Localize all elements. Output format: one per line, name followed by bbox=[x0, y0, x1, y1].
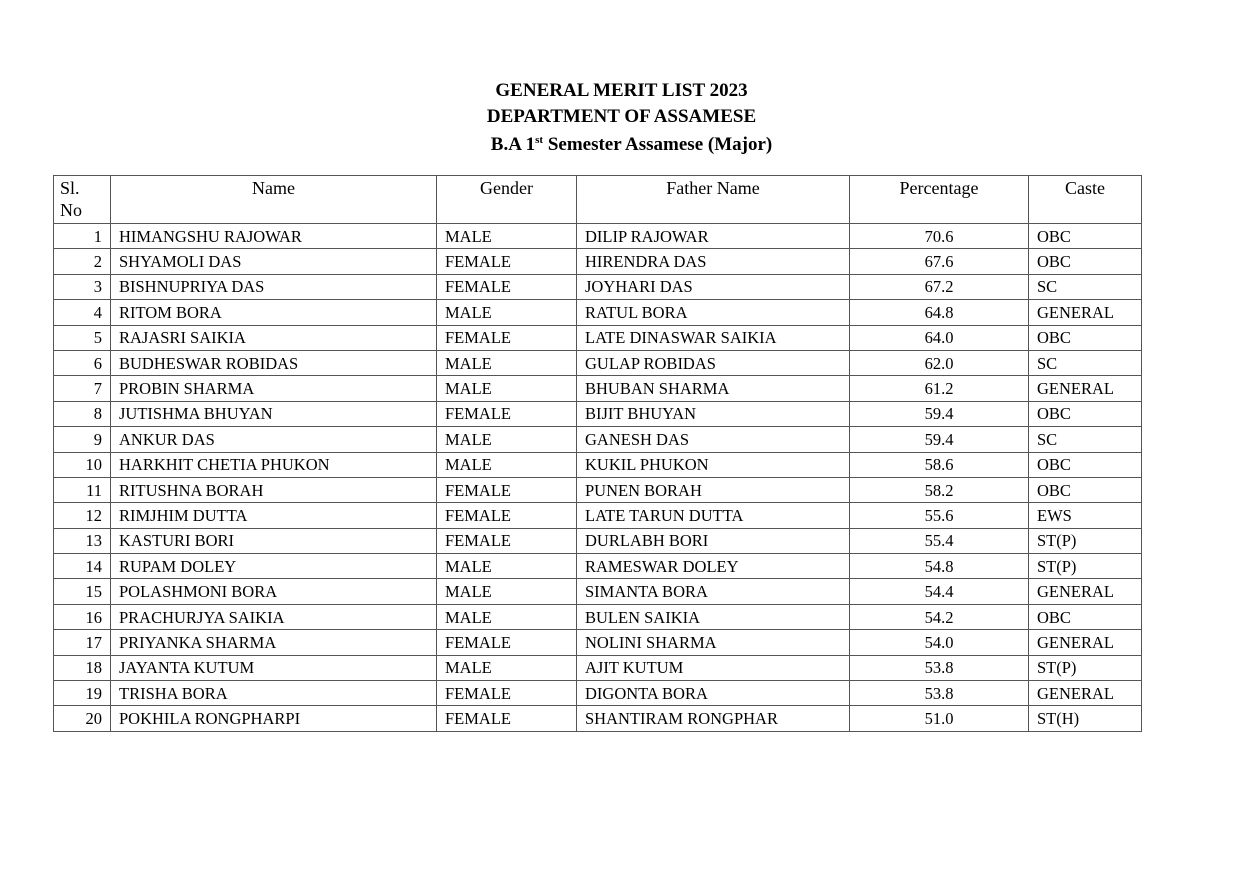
cell-name: SHYAMOLI DAS bbox=[111, 249, 437, 274]
cell-gender: FEMALE bbox=[437, 249, 577, 274]
course-title-superscript: st bbox=[535, 134, 544, 146]
cell-sl-no: 5 bbox=[54, 325, 111, 350]
table-row bbox=[54, 528, 1142, 553]
column-header-percentage: Percentage bbox=[850, 176, 1029, 224]
cell-sl-no: 16 bbox=[54, 604, 111, 629]
merit-list-table bbox=[53, 175, 1142, 732]
cell-percentage: 59.4 bbox=[850, 427, 1029, 452]
cell-gender: MALE bbox=[437, 554, 577, 579]
cell-name: ANKUR DAS bbox=[111, 427, 437, 452]
cell-caste: EWS bbox=[1029, 503, 1142, 528]
cell-gender: FEMALE bbox=[437, 477, 577, 502]
cell-sl-no: 18 bbox=[54, 655, 111, 680]
cell-sl-no: 19 bbox=[54, 681, 111, 706]
table-row bbox=[54, 604, 1142, 629]
cell-percentage: 55.4 bbox=[850, 528, 1029, 553]
cell-percentage: 51.0 bbox=[850, 706, 1029, 731]
table-row bbox=[54, 452, 1142, 477]
cell-percentage: 58.2 bbox=[850, 477, 1029, 502]
table-row bbox=[54, 477, 1142, 502]
cell-percentage: 59.4 bbox=[850, 401, 1029, 426]
cell-gender: FEMALE bbox=[437, 706, 577, 731]
cell-caste: SC bbox=[1029, 274, 1142, 299]
cell-percentage: 61.2 bbox=[850, 376, 1029, 401]
cell-sl-no: 7 bbox=[54, 376, 111, 401]
cell-percentage: 53.8 bbox=[850, 681, 1029, 706]
cell-sl-no: 13 bbox=[54, 528, 111, 553]
cell-name: PRIYANKA SHARMA bbox=[111, 630, 437, 655]
cell-sl-no: 6 bbox=[54, 350, 111, 375]
cell-percentage: 67.2 bbox=[850, 274, 1029, 299]
cell-percentage: 64.0 bbox=[850, 325, 1029, 350]
cell-gender: MALE bbox=[437, 224, 577, 249]
table-row bbox=[54, 655, 1142, 680]
cell-gender: FEMALE bbox=[437, 630, 577, 655]
cell-caste: ST(P) bbox=[1029, 528, 1142, 553]
cell-caste: SC bbox=[1029, 350, 1142, 375]
cell-gender: FEMALE bbox=[437, 401, 577, 426]
cell-caste: GENERAL bbox=[1029, 579, 1142, 604]
cell-caste: OBC bbox=[1029, 325, 1142, 350]
cell-gender: MALE bbox=[437, 452, 577, 477]
cell-caste: GENERAL bbox=[1029, 300, 1142, 325]
cell-caste: ST(H) bbox=[1029, 706, 1142, 731]
cell-percentage: 64.8 bbox=[850, 300, 1029, 325]
cell-gender: MALE bbox=[437, 350, 577, 375]
table-header-row bbox=[54, 176, 1142, 224]
cell-name: JAYANTA KUTUM bbox=[111, 655, 437, 680]
cell-name: RITUSHNA BORAH bbox=[111, 477, 437, 502]
cell-caste: OBC bbox=[1029, 249, 1142, 274]
cell-percentage: 53.8 bbox=[850, 655, 1029, 680]
column-header-gender: Gender bbox=[437, 176, 577, 224]
cell-percentage: 62.0 bbox=[850, 350, 1029, 375]
cell-gender: FEMALE bbox=[437, 274, 577, 299]
cell-father-name: DIGONTA BORA bbox=[577, 681, 850, 706]
cell-gender: MALE bbox=[437, 427, 577, 452]
cell-name: TRISHA BORA bbox=[111, 681, 437, 706]
cell-sl-no: 14 bbox=[54, 554, 111, 579]
course-title-prefix: B.A 1 bbox=[490, 134, 536, 155]
cell-caste: OBC bbox=[1029, 224, 1142, 249]
cell-father-name: AJIT KUTUM bbox=[577, 655, 850, 680]
table-row bbox=[54, 300, 1142, 325]
cell-father-name: DILIP RAJOWAR bbox=[577, 224, 850, 249]
cell-name: RAJASRI SAIKIA bbox=[111, 325, 437, 350]
table-row bbox=[54, 224, 1142, 249]
cell-sl-no: 15 bbox=[54, 579, 111, 604]
table-row bbox=[54, 579, 1142, 604]
course-title bbox=[0, 134, 1243, 156]
cell-gender: FEMALE bbox=[437, 325, 577, 350]
table-row bbox=[54, 350, 1142, 375]
cell-gender: MALE bbox=[437, 604, 577, 629]
cell-father-name: PUNEN BORAH bbox=[577, 477, 850, 502]
cell-father-name: NOLINI SHARMA bbox=[577, 630, 850, 655]
table-row bbox=[54, 554, 1142, 579]
table-row bbox=[54, 376, 1142, 401]
cell-percentage: 70.6 bbox=[850, 224, 1029, 249]
cell-gender: FEMALE bbox=[437, 503, 577, 528]
cell-gender: MALE bbox=[437, 655, 577, 680]
merit-list-body bbox=[54, 224, 1142, 732]
cell-percentage: 58.6 bbox=[850, 452, 1029, 477]
cell-caste: ST(P) bbox=[1029, 554, 1142, 579]
cell-sl-no: 10 bbox=[54, 452, 111, 477]
cell-caste: OBC bbox=[1029, 477, 1142, 502]
cell-caste: GENERAL bbox=[1029, 376, 1142, 401]
cell-sl-no: 2 bbox=[54, 249, 111, 274]
table-row bbox=[54, 274, 1142, 299]
cell-percentage: 67.6 bbox=[850, 249, 1029, 274]
cell-gender: FEMALE bbox=[437, 681, 577, 706]
cell-gender: MALE bbox=[437, 579, 577, 604]
cell-name: POKHILA RONGPHARPI bbox=[111, 706, 437, 731]
cell-father-name: LATE TARUN DUTTA bbox=[577, 503, 850, 528]
cell-gender: MALE bbox=[437, 376, 577, 401]
cell-name: PROBIN SHARMA bbox=[111, 376, 437, 401]
cell-name: RIMJHIM DUTTA bbox=[111, 503, 437, 528]
cell-caste: OBC bbox=[1029, 401, 1142, 426]
cell-father-name: GANESH DAS bbox=[577, 427, 850, 452]
column-header-father-name: Father Name bbox=[577, 176, 850, 224]
cell-gender: MALE bbox=[437, 300, 577, 325]
cell-gender: FEMALE bbox=[437, 528, 577, 553]
cell-name: BISHNUPRIYA DAS bbox=[111, 274, 437, 299]
cell-caste: ST(P) bbox=[1029, 655, 1142, 680]
table-row bbox=[54, 427, 1142, 452]
cell-father-name: SIMANTA BORA bbox=[577, 579, 850, 604]
cell-sl-no: 11 bbox=[54, 477, 111, 502]
cell-name: POLASHMONI BORA bbox=[111, 579, 437, 604]
table-row bbox=[54, 503, 1142, 528]
cell-father-name: RATUL BORA bbox=[577, 300, 850, 325]
cell-father-name: DURLABH BORI bbox=[577, 528, 850, 553]
cell-caste: SC bbox=[1029, 427, 1142, 452]
course-title-suffix: Semester Assamese (Major) bbox=[543, 134, 773, 155]
cell-father-name: BIJIT BHUYAN bbox=[577, 401, 850, 426]
table-row bbox=[54, 706, 1142, 731]
cell-percentage: 54.8 bbox=[850, 554, 1029, 579]
cell-percentage: 54.2 bbox=[850, 604, 1029, 629]
cell-name: PRACHURJYA SAIKIA bbox=[111, 604, 437, 629]
table-row bbox=[54, 249, 1142, 274]
cell-sl-no: 20 bbox=[54, 706, 111, 731]
cell-father-name: BHUBAN SHARMA bbox=[577, 376, 850, 401]
table-row bbox=[54, 630, 1142, 655]
cell-sl-no: 3 bbox=[54, 274, 111, 299]
cell-name: RITOM BORA bbox=[111, 300, 437, 325]
table-row bbox=[54, 325, 1142, 350]
cell-caste: OBC bbox=[1029, 452, 1142, 477]
cell-father-name: HIRENDRA DAS bbox=[577, 249, 850, 274]
cell-percentage: 54.0 bbox=[850, 630, 1029, 655]
cell-sl-no: 9 bbox=[54, 427, 111, 452]
cell-sl-no: 4 bbox=[54, 300, 111, 325]
cell-sl-no: 17 bbox=[54, 630, 111, 655]
cell-father-name: RAMESWAR DOLEY bbox=[577, 554, 850, 579]
cell-name: JUTISHMA BHUYAN bbox=[111, 401, 437, 426]
table-row bbox=[54, 401, 1142, 426]
cell-name: HARKHIT CHETIA PHUKON bbox=[111, 452, 437, 477]
document-title: GENERAL MERIT LIST 2023 bbox=[495, 80, 748, 101]
cell-name: BUDHESWAR ROBIDAS bbox=[111, 350, 437, 375]
cell-sl-no: 8 bbox=[54, 401, 111, 426]
cell-father-name: JOYHARI DAS bbox=[577, 274, 850, 299]
cell-caste: GENERAL bbox=[1029, 630, 1142, 655]
cell-name: RUPAM DOLEY bbox=[111, 554, 437, 579]
cell-sl-no: 1 bbox=[54, 224, 111, 249]
cell-father-name: GULAP ROBIDAS bbox=[577, 350, 850, 375]
cell-caste: OBC bbox=[1029, 604, 1142, 629]
cell-percentage: 54.4 bbox=[850, 579, 1029, 604]
cell-name: KASTURI BORI bbox=[111, 528, 437, 553]
cell-name: HIMANGSHU RAJOWAR bbox=[111, 224, 437, 249]
cell-father-name: BULEN SAIKIA bbox=[577, 604, 850, 629]
department-title: DEPARTMENT OF ASSAMESE bbox=[486, 106, 757, 127]
cell-sl-no: 12 bbox=[54, 503, 111, 528]
table-row bbox=[54, 681, 1142, 706]
cell-father-name: SHANTIRAM RONGPHAR bbox=[577, 706, 850, 731]
cell-father-name: KUKIL PHUKON bbox=[577, 452, 850, 477]
column-header-caste: Caste bbox=[1029, 176, 1142, 224]
cell-caste: GENERAL bbox=[1029, 681, 1142, 706]
column-header-name: Name bbox=[111, 176, 437, 224]
cell-father-name: LATE DINASWAR SAIKIA bbox=[577, 325, 850, 350]
column-header-sl-no: Sl. No bbox=[54, 176, 111, 224]
cell-percentage: 55.6 bbox=[850, 503, 1029, 528]
